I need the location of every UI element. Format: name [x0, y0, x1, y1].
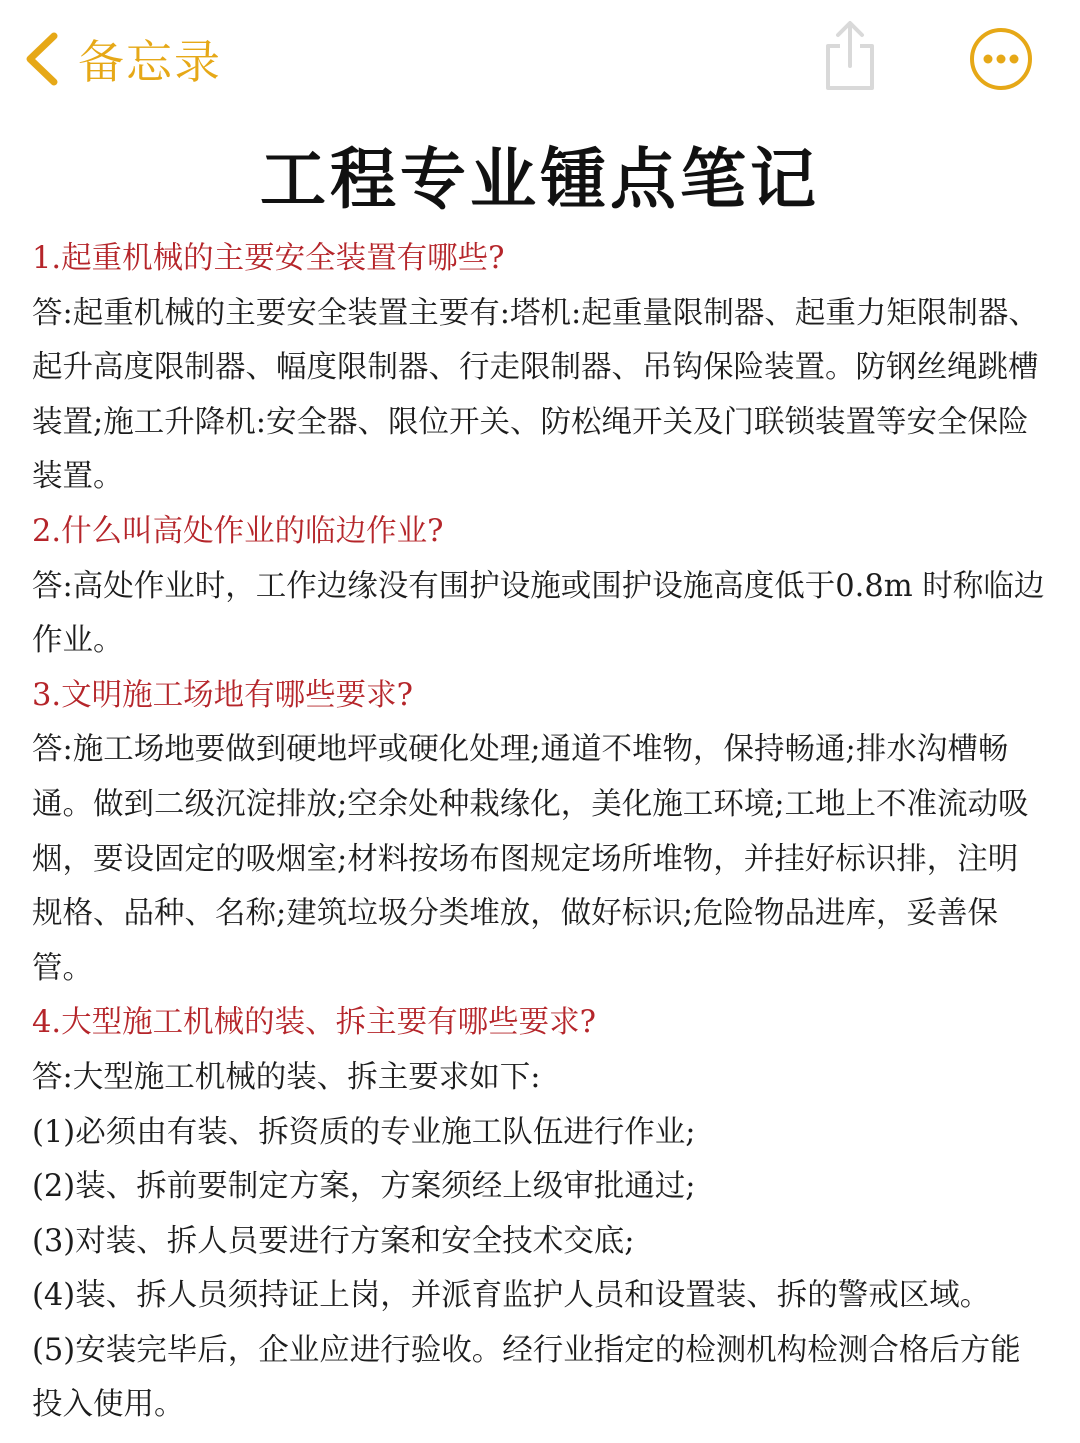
question-2: 2.什么叫高处作业的临边作业? [32, 513, 444, 549]
back-button[interactable] [20, 24, 222, 94]
more-button[interactable] [968, 26, 1034, 92]
navbar [0, 0, 1080, 120]
note-body[interactable] [32, 232, 1048, 1433]
answer-4-item-2: (2)装、拆前要制定方案，方案须经上级审批通过; [32, 1169, 696, 1205]
note-title: 工程专业锺点笔记 [260, 141, 820, 218]
answer-4-item-5: (5)安装完毕后，企业应进行验收。经行业指定的检测机构检测合格后方能投入使用。 [32, 1332, 1021, 1423]
answer-3: 答:施工场地要做到硬地坪或硬化处理;通道不堆物，保持畅通;排水沟槽畅通。做到二级沉淀排放;空余处种栽缘化，美化施工环境;工地上不准流动吸烟，要设固定的吸烟室;材料按场布图规定场所堆物，并挂好标识排，注明规格、品种、名称;建筑垃圾分类堆放，做好标识;危险物品进库，妥善保管。 [32, 732, 1029, 986]
share-icon [818, 18, 882, 94]
answer-4-intro: 答:大型施工机械的装、拆主要求如下: [32, 1059, 541, 1095]
answer-4-item-3: (3)对装、拆人员要进行方案和安全技术交底; [32, 1223, 635, 1259]
question-3: 3.文明施工场地有哪些要求? [32, 677, 413, 713]
question-1: 1.起重机械的主要安全装置有哪些? [32, 241, 505, 276]
answer-1: 答:起重机械的主要安全装置主要有:塔机:起重量限制器、起重力矩限制器、起升高度限制器、幅度限制器、行走限制器、吊钩保险装置。防钢丝绳跳槽装置;施工升降机:安全器、限位开关、防松绳开关及门联锁装置等安全保险装置。 [32, 295, 1039, 495]
answer-4-item-1: (1)必须由有装、拆资质的专业施工队伍进行作业; [32, 1114, 696, 1150]
more-icon [968, 26, 1034, 92]
question-4: 4.大型施工机械的装、拆主要有哪些要求? [32, 1005, 596, 1041]
chevron-left-icon [20, 30, 64, 88]
share-button[interactable] [818, 18, 882, 94]
back-label: 备忘录 [78, 35, 222, 89]
answer-4-item-4: (4)装、拆人员须持证上岗，并派育监护人员和设置装、拆的警戒区域。 [32, 1278, 991, 1314]
answer-2: 答:高处作业时，工作边缘没有围护设施或围护设施高度低于0.8m 时称临边作业。 [32, 568, 1045, 659]
